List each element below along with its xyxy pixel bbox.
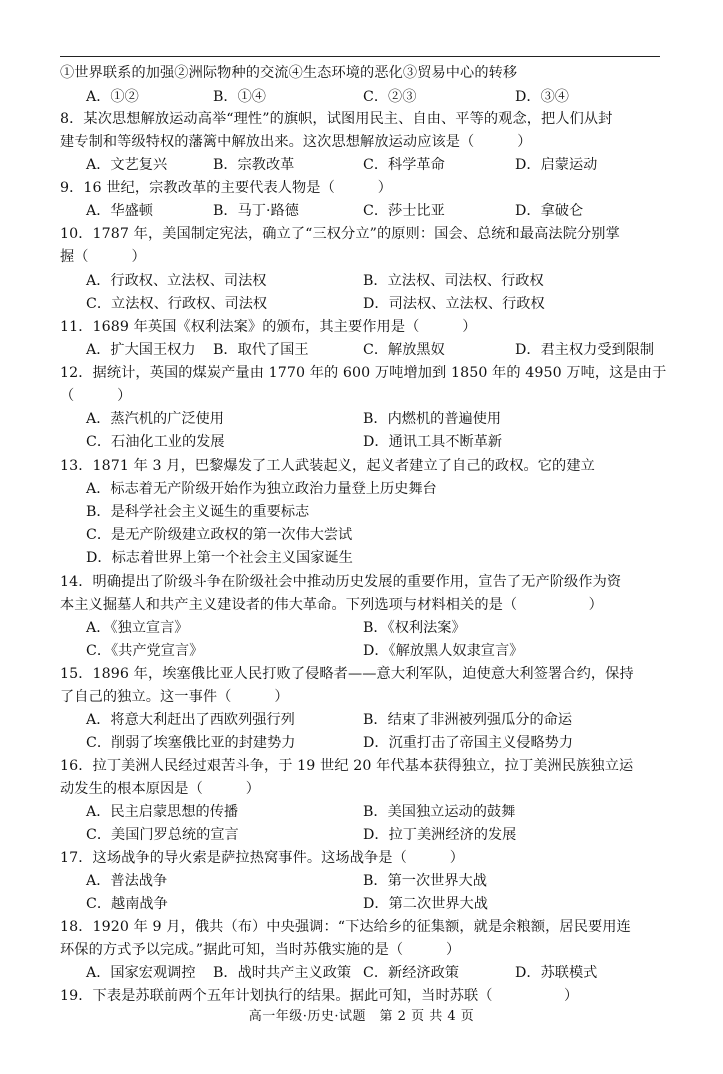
q7-option-b: B．①④: [213, 89, 266, 105]
q17-option-d: D．第二次世界大战: [363, 896, 488, 912]
q14-option-d: D．《解放黑人奴隶宣言》: [363, 643, 524, 659]
q14-line-1: 14．明确提出了阶级斗争在阶级社会中推动历史发展的重要作用，宣告了无产阶级作为资: [60, 574, 622, 590]
q11-option-c: C．解放黑奴: [363, 342, 445, 358]
q16-option-d: D．拉丁美洲经济的发展: [363, 827, 517, 843]
q15-line-1: 15．1896 年，埃塞俄比亚人民打败了侵略者——意大利军队，迫使意大利签署合约，保持: [60, 666, 634, 682]
q13-line-1: 13．1871 年 3 月，巴黎爆发了工人武装起义，起义者建立了自己的政权。它的建立: [60, 458, 595, 474]
q18-line-1: 18．1920 年 9 月，俄共（布）中央强调：“下达给乡的征集额，就是余粮额，居民要用连: [60, 919, 631, 935]
q17-option-a: A．普法战争: [86, 873, 168, 889]
q13-option-d: D．标志着世界上第一个社会主义国家诞生: [86, 550, 353, 566]
q18-option-c: C．新经济政策: [363, 965, 459, 981]
header-rule: [60, 56, 660, 57]
q8-option-b: B．宗教改革: [213, 157, 295, 173]
q14-option-b: B．《权利法案》: [363, 620, 466, 636]
q12-line-2: （ ）: [60, 388, 132, 404]
q16-option-c: C．美国门罗总统的宣言: [86, 827, 239, 843]
q10-line-2: 握（ ）: [60, 249, 146, 265]
q16-option-b: B．美国独立运动的鼓舞: [363, 804, 516, 820]
q9-option-a: A．华盛顿: [86, 203, 153, 219]
page-footer: 高一年级·历史·试题 第 2 页 共 4 页: [248, 1009, 475, 1024]
q16-line-2: 动发生的根本原因是（ ）: [60, 781, 261, 797]
q18-option-a: A．国家宏观调控: [86, 965, 196, 981]
q10-line-1: 10．1787 年，美国制定宪法，确立了“三权分立”的原则：国会、总统和最高法院分别掌: [60, 226, 620, 242]
q18-option-b: B．战时共产主义政策: [213, 965, 352, 981]
q15-option-b: B．结束了非洲被列强瓜分的命运: [363, 712, 573, 728]
q19-line-1: 19．下表是苏联前两个五年计划执行的结果。据此可知，当时苏联（ ）: [60, 988, 579, 1004]
q10-option-b: B．立法权、司法权、行政权: [363, 273, 544, 289]
q9-option-b: B．马丁·路德: [213, 203, 299, 219]
q9-option-d: D．拿破仑: [515, 203, 584, 219]
q11-option-d: D．君主权力受到限制: [515, 342, 655, 358]
q15-option-a: A．将意大利赶出了西欧列强行列: [86, 712, 295, 728]
q12-option-b: B．内燃机的普遍使用: [363, 411, 502, 427]
q7-option-c: C．②③: [363, 89, 417, 105]
q12-option-d: D．通讯工具不断革新: [363, 434, 503, 450]
q10-option-c: C．立法权、行政权、司法权: [86, 296, 268, 312]
q17-line-1: 17．这场战争的导火索是萨拉热窝事件。这场战争是（ ）: [60, 850, 465, 866]
q10-option-a: A．行政权、立法权、司法权: [86, 273, 267, 289]
q8-line-1: 8．某次思想解放运动高举“理性”的旗帜，试图用民主、自由、平等的观念，把人们从封: [60, 111, 613, 127]
q12-option-a: A．蒸汽机的广泛使用: [86, 411, 224, 427]
q8-option-a: A．文艺复兴: [86, 157, 168, 173]
q17-option-b: B．第一次世界大战: [363, 873, 487, 889]
q12-option-c: C．石油化工业的发展: [86, 434, 225, 450]
q10-option-d: D．司法权、立法权、行政权: [363, 296, 545, 312]
q9-line-1: 9．16 世纪，宗教改革的主要代表人物是（ ）: [60, 180, 393, 196]
q11-line-1: 11．1689 年英国《权利法案》的颁布，其主要作用是（ ）: [60, 319, 477, 335]
q15-line-2: 了自己的独立。这一事件（ ）: [60, 689, 289, 705]
q14-option-a: A．《独立宣言》: [86, 620, 189, 636]
q7-option-d: D．③④: [515, 89, 569, 105]
q7-option-a: A．①②: [86, 89, 139, 105]
q18-line-2: 环保的方式予以完成。”据此可知，当时苏俄实施的是（ ）: [60, 942, 461, 958]
q17-option-c: C．越南战争: [86, 896, 168, 912]
intro-statement: ①世界联系的加强②洲际物种的交流④生态环境的恶化③贸易中心的转移: [60, 65, 518, 81]
q13-option-a: A．标志着无产阶级开始作为独立政治力量登上历史舞台: [86, 481, 437, 497]
q15-option-c: C．削弱了埃塞俄比亚的封建势力: [86, 735, 296, 751]
q11-option-a: A．扩大国王权力: [86, 342, 196, 358]
q15-option-d: D．沉重打击了帝国主义侵略势力: [363, 735, 574, 751]
q8-option-d: D．启蒙运动: [515, 157, 598, 173]
q18-option-d: D．苏联模式: [515, 965, 598, 981]
q14-line-2: 本主义掘墓人和共产主义建设者的伟大革命。下列选项与材料相关的是（ ）: [60, 597, 603, 613]
q8-option-c: C．科学革命: [363, 157, 445, 173]
q13-option-b: B．是科学社会主义诞生的重要标志: [86, 504, 310, 520]
q9-option-c: C．莎士比亚: [363, 203, 445, 219]
q16-line-1: 16．拉丁美洲人民经过艰苦斗争，于 19 世纪 20 年代基本获得独立，拉丁美洲民族独立运: [60, 758, 634, 774]
q12-line-1: 12．据统计，英国的煤炭产量由 1770 年的 600 万吨增加到 1850 年的 4950 万吨，这是由于: [60, 365, 667, 381]
q14-option-c: C．《共产党宣言》: [86, 643, 204, 659]
q11-option-b: B．取代了国王: [213, 342, 309, 358]
q16-option-a: A．民主启蒙思想的传播: [86, 804, 239, 820]
q8-line-2: 建专制和等级特权的藩篱中解放出来。这次思想解放运动应该是（ ）: [60, 134, 532, 150]
q13-option-c: C．是无产阶级建立政权的第一次伟大尝试: [86, 527, 353, 543]
